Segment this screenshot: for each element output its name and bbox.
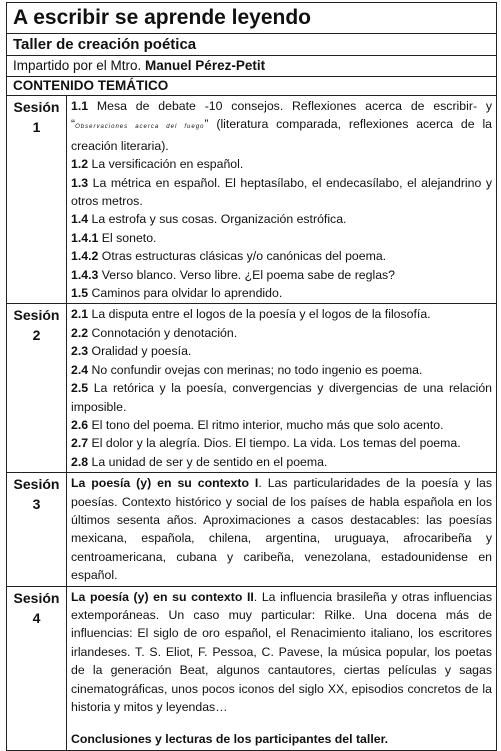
session-row-4 bbox=[7, 586, 497, 750]
session-closing bbox=[71, 730, 492, 748]
session-lead: La poesía (y) en su contexto I bbox=[71, 476, 259, 491]
topic-text: El tono del poema. El ritmo interior, mucho más que solo acento. bbox=[88, 417, 444, 432]
session-label: Sesión bbox=[13, 589, 60, 606]
session-number: 2 bbox=[32, 327, 41, 344]
topic-number: 2.6 bbox=[71, 417, 89, 432]
topic-text: La disputa entre el logos de la poesía y el logos de la filosofía. bbox=[88, 307, 431, 322]
topic-text: Otras estructuras clásicas y/o canónicas del poema. bbox=[98, 249, 387, 264]
topic-number: 1.1 bbox=[71, 99, 89, 113]
topic-number: 2.1 bbox=[71, 307, 89, 322]
topic-number: 1.4.3 bbox=[71, 267, 99, 282]
session-label-cell bbox=[7, 473, 67, 586]
topic-text: La métrica en español. El heptasílabo, el endecasílabo, el alejandrino y otros metros. bbox=[71, 175, 493, 209]
topic-item bbox=[71, 266, 492, 284]
session-label: Sesión bbox=[13, 476, 60, 493]
topic-item bbox=[71, 155, 492, 173]
session-lead: La poesía (y) en su contexto II bbox=[71, 589, 254, 604]
syllabus-document bbox=[6, 2, 496, 751]
session-label-cell bbox=[7, 96, 67, 304]
topic-number: 1.5 bbox=[71, 286, 89, 301]
topic-text: La versificación en español. bbox=[88, 157, 244, 172]
session-paragraph bbox=[71, 588, 492, 717]
session-row-3 bbox=[7, 473, 497, 586]
topic-small-text: Observaciones acerca del fuego bbox=[75, 124, 205, 131]
document-title: A escribir se aprende leyendo bbox=[7, 3, 497, 34]
topic-number: 2.8 bbox=[71, 454, 89, 469]
session-label-cell bbox=[7, 586, 67, 750]
session-text: . Las particularidades de la poesía y las poesías. Contexto histórico y social de los países de habla española en los últimos sesenta años. Aproximaciones a casos destacables: las poesías mexicana, española, chilena, argentina, uruguaya, afrocaribeña y centroamericana, cubana y caribeña, venezolana, estadounidense en español. bbox=[71, 476, 493, 583]
topic-number: 1.4.2 bbox=[71, 249, 99, 264]
instructor-line bbox=[7, 56, 497, 77]
session-number: 3 bbox=[32, 496, 41, 513]
syllabus-table bbox=[6, 2, 497, 751]
topic-number: 1.2 bbox=[71, 157, 89, 172]
topic-text: El dolor y la alegría. Dios. El tiempo. La vida. Los temas del poema. bbox=[88, 436, 461, 451]
topic-number: 1.4 bbox=[71, 212, 89, 227]
topic-text: Verso blanco. Verso libre. ¿El poema sabe de reglas? bbox=[98, 267, 396, 282]
session-paragraph bbox=[71, 474, 492, 584]
session-number: 4 bbox=[32, 609, 41, 626]
session-content bbox=[67, 473, 497, 586]
session-content bbox=[67, 96, 497, 304]
topic-item bbox=[71, 97, 492, 155]
topic-item bbox=[71, 379, 492, 416]
session-label-cell bbox=[7, 304, 67, 473]
document-subtitle: Taller de creación poética bbox=[7, 34, 497, 56]
topic-item bbox=[71, 229, 492, 247]
topic-number: 2.5 bbox=[71, 381, 89, 396]
topic-text: La estrofa y sus cosas. Organización estrófica. bbox=[88, 212, 347, 227]
session-content bbox=[67, 586, 497, 750]
topic-number: 2.3 bbox=[71, 344, 89, 359]
topic-item bbox=[71, 342, 492, 360]
topic-text: ” (literatura comparada, reflexiones acerca de la creación literaria). bbox=[71, 117, 493, 153]
topic-text: Oralidad y poesía. bbox=[88, 344, 192, 359]
topic-text: Mesa de debate -10 consejos. Reflexiones acerca de escribir- y “ bbox=[71, 99, 493, 132]
topic-number: 1.3 bbox=[71, 175, 89, 190]
topic-number: 2.4 bbox=[71, 362, 89, 377]
session-text: . La influencia brasileña y otras influencias extemporáneas. Un caso muy particular: Rilke. Una docena más de influencias: El siglo de oro español, el Renacimiento italiano, los escritores irlandeses. T. S. Eliot, F. Pessoa, C. Pavese, la música popular, los poetas de la generación Beat, algunos cantautores, ciertas películas y sagas cinematográficas, unos pocos iconos del siglo XX, episodios concretos de la historia y mitos y leyendas… bbox=[71, 589, 493, 714]
topic-item bbox=[71, 434, 492, 452]
topic-text: El soneto. bbox=[98, 230, 157, 245]
topic-text: Connotación y denotación. bbox=[88, 325, 238, 340]
session-label: Sesión bbox=[13, 307, 60, 324]
session-content bbox=[67, 304, 497, 473]
topic-item bbox=[71, 324, 492, 342]
topic-item bbox=[71, 453, 492, 471]
instructor-prefix: Impartido por el Mtro. bbox=[13, 58, 146, 73]
topic-item bbox=[71, 305, 492, 323]
topic-item bbox=[71, 416, 492, 434]
topic-number: 2.2 bbox=[71, 325, 89, 340]
topic-text: No confundir ovejas con merinas; no todo ingenio es poema. bbox=[88, 362, 423, 377]
topic-number: 2.7 bbox=[71, 436, 89, 451]
topic-item bbox=[71, 247, 492, 265]
topic-text: Caminos para olvidar lo aprendido. bbox=[88, 286, 283, 301]
session-number: 1 bbox=[32, 119, 41, 135]
contents-heading: CONTENIDO TEMÁTICO bbox=[7, 77, 497, 96]
instructor-name: Manuel Pérez-Petit bbox=[145, 58, 266, 73]
topic-number: 1.4.1 bbox=[71, 230, 99, 245]
topic-text: La retórica y la poesía, convergencias y divergencias de una relación imposible. bbox=[71, 381, 493, 414]
session-label: Sesión bbox=[13, 99, 60, 115]
topic-item bbox=[71, 174, 492, 211]
session-row-2 bbox=[7, 304, 497, 473]
topic-text: La unidad de ser y de sentido en el poema. bbox=[88, 454, 328, 469]
session-row-1 bbox=[7, 96, 497, 304]
topic-item bbox=[71, 361, 492, 379]
topic-item bbox=[71, 284, 492, 302]
topic-item bbox=[71, 210, 492, 228]
closing-text: Conclusiones y lecturas de los participantes del taller. bbox=[71, 732, 389, 747]
